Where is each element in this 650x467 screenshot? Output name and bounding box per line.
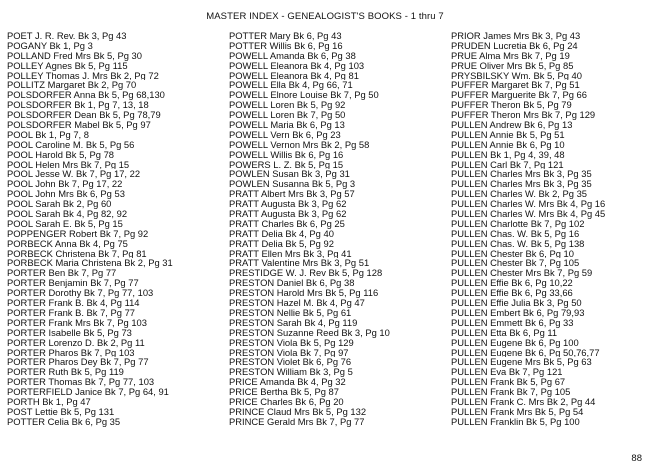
index-entry: PRUE Oliver Mrs Bk 5, Pg 85: [451, 60, 574, 71]
index-entry: POOL Helen Mrs Bk 7, Pg 15: [7, 159, 130, 170]
index-entry: PULLEN Frank C. Mrs Bk 2, Pg 44: [451, 396, 596, 407]
index-entry: PULLEN Chester Mrs Bk 7, Pg 59: [451, 268, 593, 279]
index-entry: PRESTON Suzanne Reed Bk 3, Pg 10: [229, 327, 390, 338]
index-entry: PULLEN Frank Mrs Bk 5, Pg 54: [451, 406, 584, 417]
index-entry: POOL Harold Bk 5, Pg 78: [7, 149, 114, 160]
index-entry: PULLEN Effie Bk 6, Pg 33,66: [451, 288, 573, 299]
index-entry: POWELL Eleanora Bk 4, Pg 81: [229, 70, 359, 81]
index-entry: PULLEN Annie Bk 6, Pg 10: [451, 139, 565, 150]
index-entry: PORTER Frank B. Bk 4, Pg 114: [7, 298, 140, 308]
index-entry: PRESTON Violet Bk 6, Pg 76: [229, 357, 352, 368]
index-entry: PRIOR James Mrs Bk 3, Pg 43: [451, 31, 581, 41]
index-entry: PRATT Delia Bk 5, Pg 92: [229, 238, 334, 249]
index-entry: PRATT Ellen Mrs Bk 3, Pg 41: [229, 248, 352, 259]
index-entry: POLLEY Thomas J. Mrs Bk 2, Pg 72: [7, 70, 159, 81]
index-entry: POOL John Bk 7, Pg 17, 22: [7, 179, 123, 190]
index-entry: PRINCE Claud Mrs Bk 5, Pg 132: [229, 406, 367, 417]
index-entry: PULLEN Carl Bk 7, Pg 121: [451, 159, 564, 170]
index-entry: POOL Caroline M. Bk 5, Pg 56: [7, 139, 135, 150]
index-entry: PULLEN Eugene Bk 6, Pg 50,76,77: [451, 347, 600, 358]
index-entry: PULLEN Frank Bk 7, Pg 105: [451, 387, 571, 397]
index-entry: POOL Jesse W. Bk 7, Pg 17, 22: [7, 169, 141, 180]
index-entry: PORTER Frank Mrs Bk 7, Pg 103: [7, 317, 147, 328]
index-entry: PORTER Ruth Bk 5, Pg 119: [7, 367, 124, 378]
index-entry: PULLEN Chas. W. Bk 5, Pg 138: [451, 238, 585, 249]
index-entry: PULLEN Chester Bk 6, Pg 10: [451, 248, 574, 259]
index-entry: PORTERFIELD Janice Bk 7, Pg 64, 91: [7, 387, 169, 397]
index-entry: PORTER Frank B. Bk 7, Pg 77: [7, 307, 135, 318]
index-entry: POOL Sarah E. Bk 5, Pg 15: [7, 218, 123, 229]
index-entry: PUFFER Theron Bk 5, Pg 79: [451, 100, 572, 111]
index-entry: POWELL Amanda Bk 6, Pg 38: [229, 50, 356, 61]
index-entry: PULLEN Charles W. Mrs Bk 4, Pg 16: [451, 199, 606, 210]
index-entry: PRESTON Nellie Bk 5, Pg 61: [229, 307, 352, 318]
index-column-2: [229, 31, 441, 427]
index-entry: PRESTON Hazel M. Bk 4, Pg 47: [229, 298, 365, 308]
index-entry: PRATT Albert Mrs Bk 3, Pg 57: [229, 189, 355, 200]
index-entry: PORTER Benjamin Bk 7, Pg 77: [7, 278, 139, 289]
index-entry: POWLEN Susanna Bk 5, Pg 3: [229, 179, 356, 190]
index-entry: PRESTON Harold Mrs Bk 5, Pg 116: [229, 288, 379, 299]
index-entry: PULLEN Eugene Bk 6, Pg 100: [451, 337, 579, 348]
index-entry: POWLEN Susan Bk 3, Pg 31: [229, 169, 350, 180]
index-entry: PORTER Isabelle Bk 5, Pg 73: [7, 327, 132, 338]
index-entry: POLLEY Agnes Bk 5, Pg 115: [7, 60, 128, 71]
index-entry: POLSDORFER Mabel Bk 5, Pg 97: [7, 120, 151, 130]
index-entry: POOL Bk 1, Pg 7, 8: [7, 129, 89, 140]
index-entry: POWELL Vernon Mrs Bk 2, Pg 58: [229, 139, 370, 150]
index-entry: POST Lettie Bk 5, Pg 131: [7, 406, 115, 417]
index-entry: POLSDORFER Anna Bk 5, Pg 68,130: [7, 90, 165, 101]
page-title: MASTER INDEX - GENEALOGIST'S BOOKS - 1 thru 7: [206, 11, 444, 22]
index-entry: PULLEN Chas. W. Bk 5, Pg 16: [451, 228, 580, 239]
index-entry: PRATT Valentine Mrs Bk 3, Pg 51: [229, 258, 370, 269]
index-entry: POWELL Ella Bk 4, Pg 66, 71: [229, 80, 353, 91]
index-entry: PORTER Lorenzo D. Bk 2, Pg 11: [7, 337, 145, 348]
index-entry: POLLAND Fred Mrs Bk 5, Pg 30: [7, 50, 142, 61]
index-entry: PORTER Ben Bk 7, Pg 77: [7, 268, 117, 279]
index-entry: PUFFER Marguerite Bk 7, Pg 66: [451, 90, 587, 101]
index-entry: PULLEN Etta Bk 6, Pg 11: [451, 327, 558, 338]
index-entry: PULLEN Emmett Bk 6, Pg 33: [451, 317, 574, 328]
index-entry: PUFFER Theron Mrs Bk 7, Pg 129: [451, 110, 596, 121]
index-entry: PORBECK Maria Christena Bk 2, Pg 31: [7, 258, 173, 269]
index-entry: POWERS L. Z. Bk 5, Pg 15: [229, 159, 344, 170]
index-entry: POWELL Willis Bk 6, Pg 16: [229, 149, 344, 160]
index-entry: POPPENGER Robert Bk 7, Pg 92: [7, 228, 149, 239]
index-entry: PRINCE Gerald Mrs Bk 7, Pg 77: [229, 416, 365, 427]
index-entry: POOL John Mrs Bk 6, Pg 53: [7, 189, 125, 200]
index-entry: PULLEN Charles W. Bk 2, Pg 35: [451, 189, 587, 200]
index-entry: PRICE Bertha Bk 5, Pg 87: [229, 387, 339, 397]
index-entry: PRICE Amanda Bk 4, Pg 32: [229, 377, 346, 388]
index-entry: PORTER Pharos Bk 7, Pg 103: [7, 347, 135, 358]
index-entry: PRESTON Viola Bk 7, Pg 97: [229, 347, 349, 358]
index-entry: PRATT Augusta Bk 3, Pg 62: [229, 199, 347, 210]
index-column-3: [451, 31, 650, 427]
index-entry: PULLEN Charles Mrs Bk 3, Pg 35: [451, 169, 592, 180]
index-entry: PRICE Charles Bk 6, Pg 20: [229, 396, 344, 407]
index-entry: POWELL Loren Bk 7, Pg 50: [229, 110, 346, 121]
index-entry: POWELL Elnore Louise Bk 7, Pg 50: [229, 90, 379, 101]
index-entry: PULLEN Eva Bk 7, Pg 121: [451, 367, 563, 378]
index-entry: PORBECK Anna Bk 4, Pg 75: [7, 238, 128, 249]
index-entry: PULLEN Bk 1, Pg 4, 39, 48: [451, 149, 565, 160]
index-entry: PRESTON Sarah Bk 4, Pg 119: [229, 317, 358, 328]
index-entry: POWELL Eleanora Bk 4, Pg 103: [229, 60, 365, 71]
index-entry: POTTER Mary Bk 6, Pg 43: [229, 31, 342, 41]
index-entry: PRESTON Viola Bk 5, Pg 129: [229, 337, 354, 348]
index-entry: PULLEN Frank Bk 5, Pg 67: [451, 377, 566, 388]
index-entry: PULLEN Charles Mrs Bk 3, Pg 35: [451, 179, 592, 190]
index-entry: PULLEN Charles W. Mrs Bk 4, Pg 45: [451, 209, 606, 219]
index-entry: PULLEN Charlotte Bk 7, Pg 102: [451, 218, 585, 229]
index-entry: PULLEN Andrew Bk 6, Pg 13: [451, 120, 573, 130]
index-entry: POWELL Maria Bk 6, Pg 13: [229, 120, 345, 130]
index-entry: POWELL Vern Bk 6, Pg 23: [229, 129, 341, 140]
index-entry: POLSDORFER Bk 1, Pg 7, 13, 18: [7, 100, 149, 111]
index-entry: POOL Sarah Bk 4, Pg 82, 92: [7, 209, 128, 219]
index-entry: PRATT Delia Bk 4, Pg 40: [229, 228, 334, 239]
index-entry: PULLEN Annie Bk 5, Pg 51: [451, 129, 565, 140]
index-entry: PORTER Dorothy Bk 7, Pg 77, 103: [7, 288, 154, 299]
index-entry: PRESTON William Bk 3, Pg 5: [229, 367, 353, 378]
index-entry: POGANY Bk 1, Pg 3: [7, 40, 93, 51]
index-entry: PULLEN Embert Bk 6, Pg 79,93: [451, 307, 585, 318]
index-entry: PRESTIDGE W. J. Rev Bk 5, Pg 128: [229, 268, 383, 279]
index-entry: PRYSBILSKY Wm. Bk 5, Pg 40: [451, 70, 582, 81]
index-entry: PORTER Pharos Dey Bk 7, Pg 77: [7, 357, 149, 368]
index-entry: POTTER Willis Bk 6, Pg 16: [229, 40, 343, 51]
index-entry: PRATT Augusta Bk 3, Pg 62: [229, 209, 347, 219]
index-entry: PULLEN Chester Bk 7, Pg 105: [451, 258, 580, 269]
index-entry: PRUE Alma Mrs Bk 7, Pg 19: [451, 50, 570, 61]
index-column-1: [7, 31, 219, 427]
index-entry: POTTER Celia Bk 6, Pg 35: [7, 416, 121, 427]
page-number: 88: [631, 453, 642, 464]
index-entry: PRATT Charles Bk 6, Pg 25: [229, 218, 345, 229]
index-entry: PORTER Thomas Bk 7, Pg 77, 103: [7, 377, 155, 388]
index-entry: PORTH Bk 1, Pg 47: [7, 396, 91, 407]
index-entry: PORBECK Christena Bk 7, Pg 81: [7, 248, 147, 259]
index-entry: POOL Sarah Bk 2, Pg 60: [7, 199, 112, 210]
index-entry: PULLEN Eugene Mrs Bk 5, Pg 63: [451, 357, 592, 368]
index-entry: POWELL Loren Bk 5, Pg 92: [229, 100, 346, 111]
index-entry: POLSDORFER Dean Bk 5, Pg 78,79: [7, 110, 161, 121]
index-entry: PULLEN Effie Julia Bk 3, Pg 50: [451, 298, 582, 308]
index-entry: PRESTON Daniel Bk 6, Pg 38: [229, 278, 355, 289]
index-entry: PULLEN Effie Bk 6, Pg 10,22: [451, 278, 573, 289]
index-entry: POLLITZ Margaret Bk 2, Pg 70: [7, 80, 137, 91]
index-entry: PUFFER Margaret Bk 7, Pg 51: [451, 80, 580, 91]
index-entry: POET J. R. Rev. Bk 3, Pg 43: [7, 31, 127, 41]
index-entry: PULLEN Franklin Bk 5, Pg 100: [451, 416, 580, 427]
index-entry: PRUDEN Lucretia Bk 6, Pg 24: [451, 40, 578, 51]
